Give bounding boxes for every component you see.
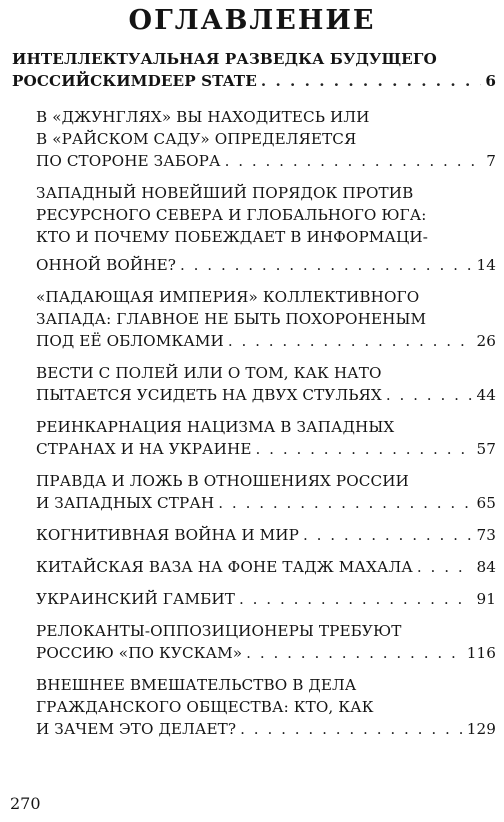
toc-entry-last-line: [36, 438, 496, 460]
toc-entry-line: «ПАДАЮЩАЯ ИМПЕРИЯ» КОЛЛЕКТИВНОГО: [36, 288, 420, 306]
toc-entry-last-line: [36, 524, 496, 546]
toc-page-number: 116: [466, 644, 496, 662]
toc-entry-line: КОГНИТИВНАЯ ВОЙНА И МИР: [36, 526, 299, 544]
table-of-contents: [12, 48, 496, 750]
toc-page-number: 57: [476, 440, 496, 458]
toc-entry-line: ЗАПАДНЫЙ НОВЕЙШИЙ ПОРЯДОК ПРОТИВ: [36, 184, 414, 202]
toc-entry-main[interactable]: [12, 48, 496, 92]
toc-page-number: 7: [486, 152, 496, 170]
toc-entry-last-line: [36, 556, 496, 578]
toc-entry[interactable]: [12, 182, 496, 276]
toc-entry-line: РОССИЙСКИМDEEP STATE: [12, 72, 257, 90]
toc-entry-line: СТРАНАХ И НА УКРАИНЕ: [36, 440, 252, 458]
toc-entry[interactable]: [12, 620, 496, 664]
toc-entry[interactable]: [12, 416, 496, 460]
toc-page-number: 84: [476, 558, 496, 576]
toc-entry-line: В «ДЖУНГЛЯХ» ВЫ НАХОДИТЕСЬ ИЛИ: [36, 108, 370, 126]
toc-entry[interactable]: [12, 674, 496, 740]
toc-entry[interactable]: [12, 556, 496, 578]
toc-entry-line: РЕЛОКАНТЫ-ОППОЗИЦИОНЕРЫ ТРЕБУЮТ: [36, 622, 402, 640]
leader-dots: [417, 556, 473, 578]
toc-entry-line: ВЕСТИ С ПОЛЕЙ ИЛИ О ТОМ, КАК НАТО: [36, 364, 382, 382]
toc-page-number: 26: [476, 332, 496, 350]
leader-dots: [240, 718, 463, 740]
toc-entry-line: РЕСУРСНОГО СЕВЕРА И ГЛОБАЛЬНОГО ЮГА:: [36, 206, 427, 224]
toc-entry[interactable]: [12, 362, 496, 406]
toc-entry-line: ГРАЖДАНСКОГО ОБЩЕСТВА: КТО, КАК: [36, 698, 374, 716]
toc-entry-last-line: [36, 384, 496, 406]
toc-entry-line: В «РАЙСКОМ САДУ» ОПРЕДЕЛЯЕТСЯ: [36, 130, 357, 148]
leader-dots: [386, 384, 473, 406]
page-number: 270: [10, 794, 41, 813]
toc-entry-last-line: [36, 150, 496, 172]
toc-entry-line: И ЗАЧЕМ ЭТО ДЕЛАЕТ?: [36, 720, 237, 738]
toc-page-number: 91: [476, 590, 496, 608]
toc-entry-line: КТО И ПОЧЕМУ ПОБЕЖДАЕТ В ИНФОРМАЦИ-: [36, 228, 428, 246]
toc-entry[interactable]: [12, 524, 496, 546]
toc-entry-last-line: [36, 718, 496, 740]
toc-entry-line: ВНЕШНЕЕ ВМЕШАТЕЛЬСТВО В ДЕЛА: [36, 676, 357, 694]
toc-entry-last-line: [36, 642, 496, 664]
toc-page-number: 44: [476, 386, 496, 404]
toc-entry[interactable]: [12, 286, 496, 352]
toc-entry-line: РЕИНКАРНАЦИЯ НАЦИЗМА В ЗАПАДНЫХ: [36, 418, 395, 436]
toc-entry-last-line: [36, 588, 496, 610]
toc-entry[interactable]: [12, 106, 496, 172]
toc-entry-line: ПРАВДА И ЛОЖЬ В ОТНОШЕНИЯХ РОССИИ: [36, 472, 409, 490]
toc-entry-line: РОССИЮ «ПО КУСКАМ»: [36, 644, 243, 662]
toc-entry-last-line: [36, 330, 496, 352]
leader-dots: [180, 254, 472, 276]
page-title: ОГЛАВЛЕНИЕ: [128, 5, 376, 36]
leader-dots: [225, 150, 483, 172]
toc-entry-line: ПОД ЕЁ ОБЛОМКАМИ: [36, 332, 224, 350]
toc-page-number: 6: [485, 72, 496, 90]
toc-page-number: 129: [466, 720, 496, 738]
leader-dots: [218, 492, 472, 514]
toc-page-number: 65: [476, 494, 496, 512]
leader-dots: [256, 438, 473, 460]
toc-entry-line: ПО СТОРОНЕ ЗАБОРА: [36, 152, 221, 170]
toc-entry[interactable]: [12, 588, 496, 610]
leader-dots: [239, 588, 472, 610]
toc-entry-line: ОННОЙ ВОЙНЕ?: [36, 256, 176, 274]
leader-dots: [246, 642, 463, 664]
toc-entry-last-line: [36, 254, 496, 276]
toc-entry-line: ПЫТАЕТСЯ УСИДЕТЬ НА ДВУХ СТУЛЬЯХ: [36, 386, 382, 404]
toc-page-number: 14: [476, 256, 496, 274]
toc-entry-last-line: [36, 492, 496, 514]
toc-entry-line: И ЗАПАДНЫХ СТРАН: [36, 494, 215, 512]
toc-entry-last-line: [12, 70, 496, 92]
toc-page-number: 73: [476, 526, 496, 544]
toc-entry-line: ИНТЕЛЛЕКТУАЛЬНАЯ РАЗВЕДКА БУДУЩЕГО: [12, 50, 437, 68]
leader-dots: [228, 330, 473, 352]
toc-entry-line: КИТАЙСКАЯ ВАЗА НА ФОНЕ ТАДЖ МАХАЛА: [36, 558, 413, 576]
leader-dots: [261, 70, 481, 92]
leader-dots: [303, 524, 473, 546]
toc-entry-line: УКРАИНСКИЙ ГАМБИТ: [36, 590, 235, 608]
toc-entry-line: ЗАПАДА: ГЛАВНОЕ НЕ БЫТЬ ПОХОРОНЕНЫМ: [36, 310, 427, 328]
toc-entry[interactable]: [12, 470, 496, 514]
